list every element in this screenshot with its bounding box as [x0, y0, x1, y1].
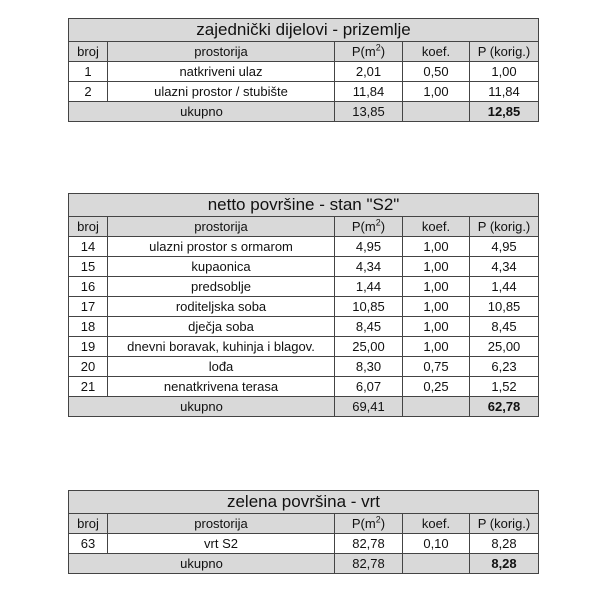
cell-prostorija: predsoblje	[108, 277, 335, 297]
cell-prostorija: lođa	[108, 357, 335, 377]
header-corrected-area: P (korig.)	[470, 514, 539, 534]
header-prostorija: prostorija	[108, 514, 335, 534]
header-area-label: P(m	[351, 516, 376, 531]
cell-area: 10,85	[335, 297, 403, 317]
cell-broj: 19	[69, 337, 108, 357]
cell-corrected-area: 6,23	[470, 357, 539, 377]
total-corrected-area: 8,28	[470, 554, 539, 574]
cell-koef: 0,50	[403, 62, 470, 82]
total-area: 13,85	[335, 102, 403, 122]
table-row	[69, 82, 539, 102]
total-label: ukupno	[69, 397, 335, 417]
cell-prostorija: kupaonica	[108, 257, 335, 277]
cell-area: 2,01	[335, 62, 403, 82]
table-total-row	[69, 397, 539, 417]
header-broj: broj	[69, 42, 108, 62]
total-koef-empty	[403, 102, 470, 122]
cell-corrected-area: 10,85	[470, 297, 539, 317]
cell-area: 1,44	[335, 277, 403, 297]
cell-broj: 2	[69, 82, 108, 102]
cell-area: 4,34	[335, 257, 403, 277]
cell-koef: 1,00	[403, 237, 470, 257]
cell-area: 4,95	[335, 237, 403, 257]
table-title: netto površine - stan "S2"	[69, 194, 539, 217]
header-koef: koef.	[403, 514, 470, 534]
cell-prostorija: ulazni prostor / stubište	[108, 82, 335, 102]
header-area-label: P(m	[351, 44, 376, 59]
cell-broj: 63	[69, 534, 108, 554]
table-title-row	[69, 19, 539, 42]
total-area: 69,41	[335, 397, 403, 417]
cell-koef: 0,75	[403, 357, 470, 377]
cell-broj: 16	[69, 277, 108, 297]
table-row	[69, 377, 539, 397]
cell-area: 82,78	[335, 534, 403, 554]
header-area	[335, 217, 403, 237]
total-label: ukupno	[69, 554, 335, 574]
table-row	[69, 297, 539, 317]
header-corrected-area: P (korig.)	[470, 217, 539, 237]
cell-broj: 21	[69, 377, 108, 397]
cell-prostorija: dnevni boravak, kuhinja i blagov.	[108, 337, 335, 357]
header-area-sup: 2	[375, 514, 381, 525]
table-header-row	[69, 217, 539, 237]
table-title: zajednički dijelovi - prizemlje	[69, 19, 539, 42]
header-area-sup: 2	[375, 42, 381, 53]
header-area-close: )	[380, 44, 386, 59]
cell-broj: 1	[69, 62, 108, 82]
cell-koef: 1,00	[403, 317, 470, 337]
cell-corrected-area: 11,84	[470, 82, 539, 102]
cell-koef: 1,00	[403, 297, 470, 317]
total-label: ukupno	[69, 102, 335, 122]
table-row	[69, 317, 539, 337]
cell-corrected-area: 1,44	[470, 277, 539, 297]
cell-prostorija: natkriveni ulaz	[108, 62, 335, 82]
table-total-row	[69, 554, 539, 574]
header-koef: koef.	[403, 42, 470, 62]
cell-corrected-area: 4,34	[470, 257, 539, 277]
table-row	[69, 337, 539, 357]
total-corrected-area: 62,78	[470, 397, 539, 417]
cell-broj: 20	[69, 357, 108, 377]
cell-corrected-area: 25,00	[470, 337, 539, 357]
cell-koef: 1,00	[403, 337, 470, 357]
cell-prostorija: dječja soba	[108, 317, 335, 337]
header-broj: broj	[69, 514, 108, 534]
cell-area: 25,00	[335, 337, 403, 357]
cell-area: 8,30	[335, 357, 403, 377]
header-prostorija: prostorija	[108, 217, 335, 237]
cell-koef: 1,00	[403, 82, 470, 102]
cell-koef: 1,00	[403, 277, 470, 297]
cell-corrected-area: 1,00	[470, 62, 539, 82]
total-corrected-area: 12,85	[470, 102, 539, 122]
header-prostorija: prostorija	[108, 42, 335, 62]
cell-koef: 1,00	[403, 257, 470, 277]
cell-corrected-area: 4,95	[470, 237, 539, 257]
header-broj: broj	[69, 217, 108, 237]
cell-prostorija: roditeljska soba	[108, 297, 335, 317]
table-row	[69, 534, 539, 554]
table-title: zelena površina - vrt	[69, 491, 539, 514]
table-row	[69, 277, 539, 297]
total-area: 82,78	[335, 554, 403, 574]
header-area-label: P(m	[351, 219, 376, 234]
table-row	[69, 357, 539, 377]
header-koef: koef.	[403, 217, 470, 237]
cell-corrected-area: 1,52	[470, 377, 539, 397]
area-table-3	[68, 490, 539, 574]
total-koef-empty	[403, 397, 470, 417]
table-row	[69, 237, 539, 257]
cell-koef: 0,10	[403, 534, 470, 554]
cell-corrected-area: 8,45	[470, 317, 539, 337]
cell-koef: 0,25	[403, 377, 470, 397]
cell-area: 8,45	[335, 317, 403, 337]
area-table-1	[68, 18, 539, 122]
cell-broj: 14	[69, 237, 108, 257]
cell-prostorija: nenatkrivena terasa	[108, 377, 335, 397]
cell-prostorija: vrt S2	[108, 534, 335, 554]
cell-area: 6,07	[335, 377, 403, 397]
header-area-close: )	[380, 219, 386, 234]
cell-corrected-area: 8,28	[470, 534, 539, 554]
table-title-row	[69, 491, 539, 514]
header-area-sup: 2	[375, 217, 381, 228]
cell-prostorija: ulazni prostor s ormarom	[108, 237, 335, 257]
table-total-row	[69, 102, 539, 122]
table-title-row	[69, 194, 539, 217]
total-koef-empty	[403, 554, 470, 574]
header-corrected-area: P (korig.)	[470, 42, 539, 62]
table-header-row	[69, 42, 539, 62]
header-area-close: )	[380, 516, 386, 531]
cell-broj: 17	[69, 297, 108, 317]
cell-broj: 15	[69, 257, 108, 277]
table-row	[69, 257, 539, 277]
header-area	[335, 42, 403, 62]
cell-area: 11,84	[335, 82, 403, 102]
area-table-2	[68, 193, 539, 417]
table-row	[69, 62, 539, 82]
header-area	[335, 514, 403, 534]
cell-broj: 18	[69, 317, 108, 337]
table-header-row	[69, 514, 539, 534]
